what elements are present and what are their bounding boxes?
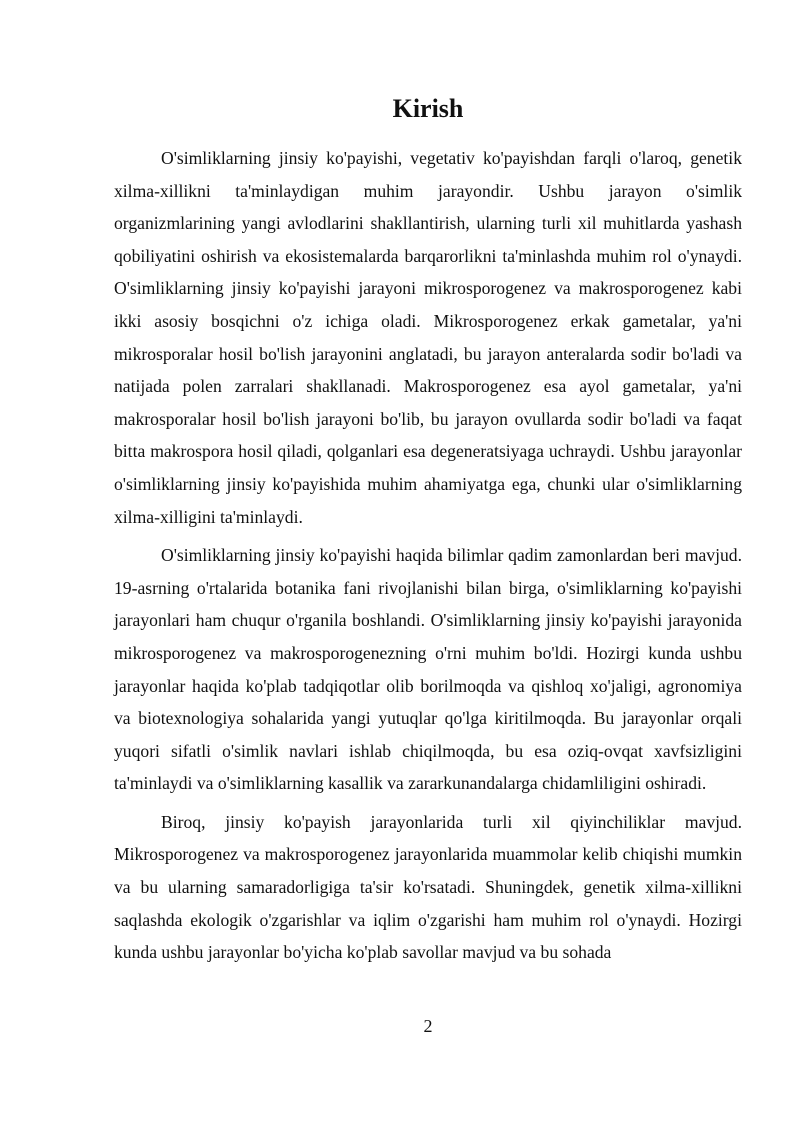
paragraph-2: O'simliklarning jinsiy ko'payishi haqida bilimlar qadim zamonlardan beri mavjud. 19-asrning o'rtalarida botanika fani rivojlanishi bilan birga, o'simliklarning ko'payishi jarayonlari ham chuqur o'rganila boshlandi. O'simliklarning jinsiy ko'payishi jarayonida mikrosporogenez va makrosporogenezning o'rni muhim bo'ldi. Hozirgi kunda ushbu jarayonlar haqida ko'plab tadqiqotlar olib borilmoqda va qishloq xo'jaligi, agronomiya va biotexnologiya sohalarida yangi yutuqlar qo'lga kiritilmoqda. Bu jarayonlar orqali yuqori sifatli o'simlik navlari ishlab chiqilmoqda, bu esa oziq-ovqat xavfsizligini ta'minlaydi va o'simliklarning kasallik va zararkunandalarga chidamliligini oshiradi. [114,545,742,794]
body-text [114,142,742,975]
paragraph-3: Biroq, jinsiy ko'payish jarayonlarida turli xil qiyinchiliklar mavjud. Mikrosporogenez va makrosporogenez jarayonlarida muammolar kelib chiqishi mumkin va bu ularning samaradorligiga ta'sir ko'rsatadi. Shuningdek, genetik xilma-xillikni saqlashda ekologik o'zgarishlar va iqlim o'zgarishi ham muhim rol o'ynaydi. Hozirgi kunda ushbu jarayonlar bo'yicha ko'plab savollar mavjud va bu sohada [114,811,742,963]
page-number: 2 [423,1016,433,1036]
paragraph-1: O'simliklarning jinsiy ko'payishi, vegetativ ko'payishdan farqli o'laroq, genetik xilma-xillikni ta'minlaydigan muhim jarayondir. Ushbu jarayon o'simlik organizmlarining yangi avlodlarini shakllantirish, ularning turli xil muhitlarda yashash qobiliyatini oshirish va ekosistemalarda barqarorlikni ta'minlashda muhim rol o'ynaydi. O'simliklarning jinsiy ko'payishi jarayoni mikrosporogenez va makrosporogenez kabi ikki asosiy bosqichni o'z ichiga oladi. Mikrosporogenez erkak gametalar, ya'ni mikrosporalar hosil bo'lish jarayonini anglatadi, bu jarayon anteralarda sodir bo'ladi va natijada polen zarralari shakllanadi. Makrosporogenez esa ayol gametalar, ya'ni makrosporalar hosil bo'lish jarayoni bo'lib, bu jarayon ovullarda sodir bo'ladi va faqat bitta makrospora hosil qiladi, qolganlari esa degeneratsiyaga uchraydi. Ushbu jarayonlar o'simliklarning jinsiy ko'payishida muhim ahamiyatga ega, chunki ular o'simliklarning xilma-xilligini ta'minlaydi. [114,148,742,527]
page-title: Kirish [392,94,464,124]
